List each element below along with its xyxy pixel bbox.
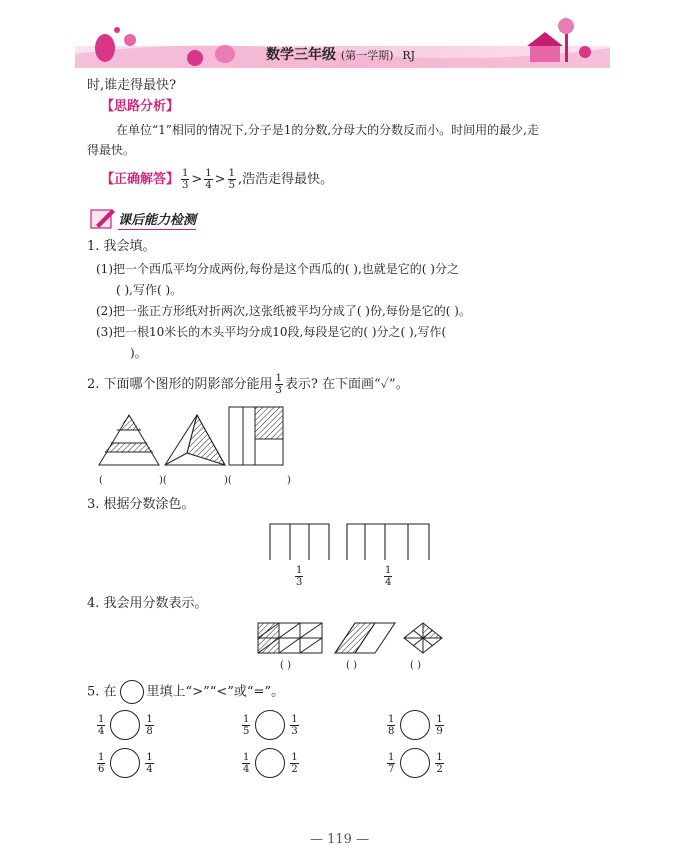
q1-title: 1. 我会填。 [87,239,156,254]
fraction-numerator: 1 [182,168,189,179]
fraction-numerator: 1 [146,713,153,725]
answer-circle[interactable] [110,710,140,740]
q4-grid-figure [258,623,322,653]
fraction-numerator: 1 [291,713,298,725]
fraction-denominator: 4 [243,763,250,775]
analysis-line-1: 在单位“1”相同的情况下,分子是1的分数,分母大的分数反而小。时间用的最少,走 [116,123,539,137]
fraction-denominator: 4 [205,180,212,191]
page-number: — 119 — [310,832,370,847]
q3-figure-thirds [270,524,329,560]
fraction-denominator: 4 [385,577,392,588]
q2-figures [95,405,295,470]
intro-line: 时,谁走得最快? [87,78,177,93]
q1-line-4: (3)把一根10米长的木头平均分成10段,每段是它的( )分之( ),写作( [96,325,447,339]
answer-label: 【正确解答】 [101,172,180,187]
compare-circle-icon [120,680,144,704]
compare-item-4 [95,748,156,778]
q3-fraction-1 [293,565,305,588]
answer-fraction-3 [228,168,236,191]
fraction-numerator: 1 [385,565,392,576]
blank-mid-1: )( [159,475,167,486]
analysis-line-2: 得最快。 [87,143,136,157]
fraction-numerator: 1 [98,751,105,763]
header-title-text: 数学三年级 [266,47,336,63]
fraction-denominator: 5 [243,725,250,737]
q5-title-a: 5. 在 [87,684,117,700]
fraction-denominator: 8 [146,725,153,737]
q1-line-5: )。 [130,346,147,360]
fraction-denominator: 8 [388,725,395,737]
fraction-denominator: 9 [436,725,443,737]
q5-title [87,680,284,704]
header-subtitle: (第一学期) [340,49,394,62]
fraction-denominator: 2 [436,763,443,775]
section-title: 课后能力检测 [118,209,196,230]
greater-sign: > [191,172,203,187]
header-title [266,44,415,64]
greater-sign: > [214,172,226,187]
compare-item-6 [385,748,446,778]
fraction-denominator: 3 [291,725,298,737]
fraction-denominator: 5 [228,180,235,191]
q1-line-3: (2)把一张正方形纸对折两次,这张纸被平均分成了( )份,每份是它的( )。 [96,304,471,318]
fraction-numerator: 1 [436,713,443,725]
compare-item-2 [240,710,301,740]
fraction-numerator: 1 [388,751,395,763]
answer-circle[interactable] [400,748,430,778]
analysis-label: 【思路分析】 [101,99,180,114]
answer-circle[interactable] [255,748,285,778]
q4-title: 4. 我会用分数表示。 [87,596,208,611]
fraction-numerator: 1 [275,373,282,384]
fraction-numerator: 1 [205,168,212,179]
fraction-denominator: 3 [182,180,189,191]
triangle-figure-1 [99,415,159,465]
answer-line [101,168,333,191]
blank-close: ) [287,475,291,486]
q2-fraction [275,373,283,396]
q4-figures [255,620,445,656]
fraction-denominator: 4 [98,725,105,737]
q3-title: 3. 根据分数涂色。 [87,497,195,512]
q4-blank-3: ( ) [410,660,421,671]
answer-circle[interactable] [255,710,285,740]
fraction-numerator: 1 [388,713,395,725]
pencil-book-icon [88,205,118,231]
fraction-denominator: 4 [146,763,153,775]
answer-circle[interactable] [400,710,430,740]
fraction-denominator: 3 [275,385,282,396]
answer-fraction-1 [181,168,189,191]
answer-tail: ,浩浩走得最快。 [237,172,334,187]
header-edition: RJ [402,49,416,62]
rectangle-figure-3 [229,407,283,465]
compare-item-1 [95,710,156,740]
q4-parallelogram-figure [335,623,395,653]
fraction-numerator: 1 [243,751,250,763]
fraction-denominator: 2 [291,763,298,775]
fraction-denominator: 7 [388,763,395,775]
fraction-numerator: 1 [291,751,298,763]
q2-title-a: 2. 下面哪个图形的阴影部分能用 [87,377,273,392]
q4-blank-2: ( ) [346,660,357,671]
fraction-numerator: 1 [146,751,153,763]
blank-open: ( [99,475,103,486]
q5-title-b: 里填上“>”“<”或“=”。 [146,684,285,700]
q2-title [87,373,409,396]
section-header [88,205,228,231]
answer-fraction-2 [204,168,212,191]
fraction-numerator: 1 [98,713,105,725]
fraction-numerator: 1 [243,713,250,725]
q1-line-1: (1)把一个西瓜平均分成两份,每份是这个西瓜的( ),也就是它的( )分之 [96,262,459,276]
compare-item-5 [240,748,301,778]
q3-fraction-2 [382,565,394,588]
q3-figure-quarters [347,524,429,560]
compare-item-3 [385,710,446,740]
q2-title-b: 表示? 在下面画“✓”。 [284,377,409,392]
triangle-figure-2 [165,415,225,465]
q4-square-diamond-figure [404,623,442,653]
q4-blank-1: ( ) [280,660,291,671]
fraction-numerator: 1 [436,751,443,763]
blank-mid-2: )( [224,475,232,486]
answer-circle[interactable] [110,748,140,778]
fraction-numerator: 1 [228,168,235,179]
fraction-denominator: 6 [98,763,105,775]
fraction-numerator: 1 [296,565,303,576]
q1-line-2: ( ),写作( )。 [116,283,183,297]
q3-figures [265,520,435,562]
fraction-denominator: 3 [296,577,303,588]
